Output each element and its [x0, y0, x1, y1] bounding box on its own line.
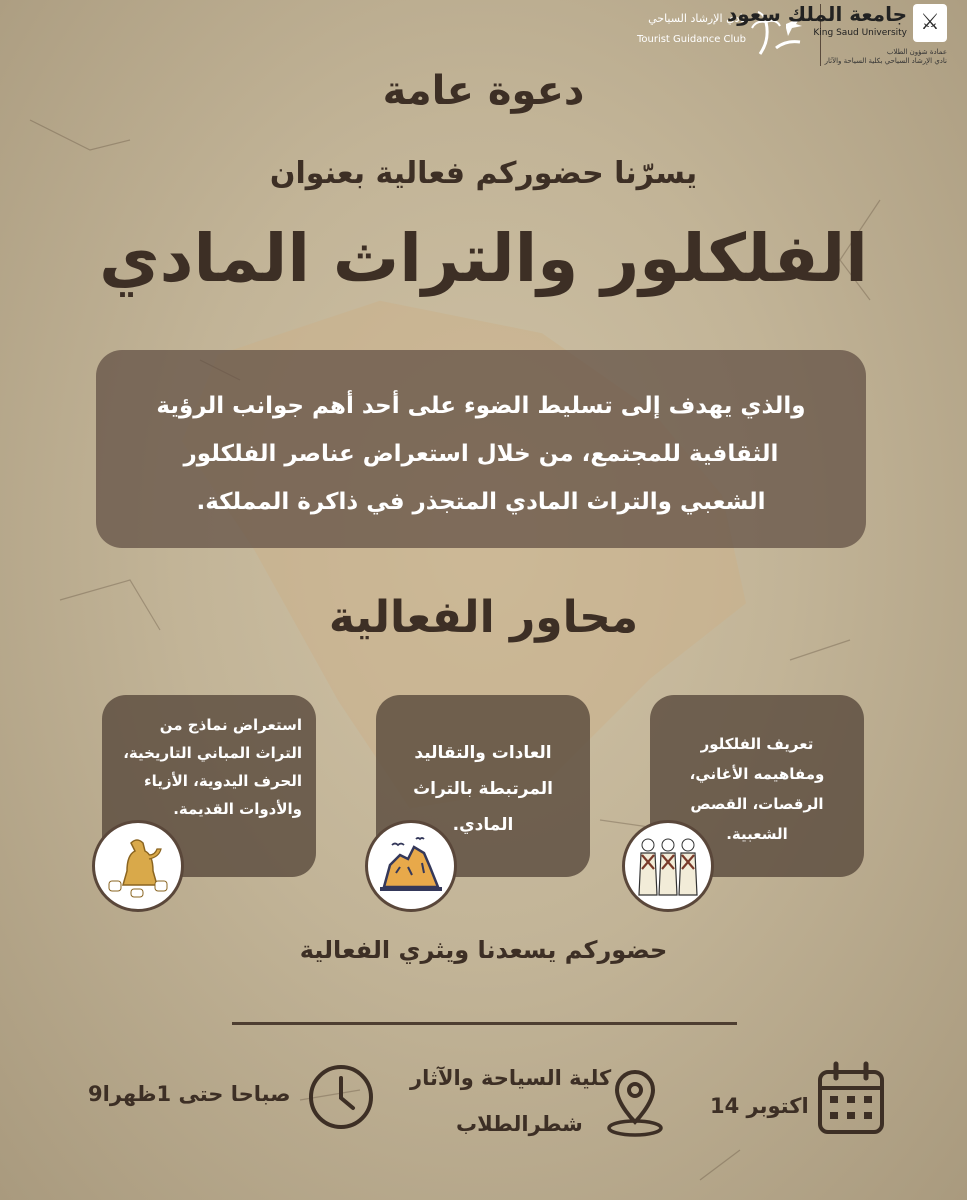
closing-text: حضوركم يسعدنا ويثري الفعالية — [299, 936, 668, 964]
heritage-rocks-icon — [365, 820, 457, 912]
ksu-logo — [727, 0, 947, 70]
axis-text: استعراض نماذج من التراث المباني التاريخية، الحرف اليدوية، الأزياء والأدوات القديمة. — [123, 716, 302, 818]
date-text: 14 اكتوبر — [710, 1094, 809, 1118]
location-line2: شطرالطلاب — [456, 1112, 583, 1136]
calendar-icon — [814, 1060, 888, 1138]
event-title: الفلكلور والتراث المادي — [99, 220, 868, 297]
divider-line — [232, 1022, 737, 1025]
axis-text: العادات والتقاليد المرتبطة بالتراث المادي. — [413, 743, 553, 835]
ksu-emblem-icon: ⚔ — [913, 4, 947, 42]
location-pin-icon — [604, 1066, 666, 1140]
folk-dancers-icon — [622, 820, 714, 912]
club-name-ar: نادي الإرشاد السياحي — [648, 12, 746, 25]
invitation-title: دعوة عامة — [382, 68, 585, 114]
time-text: 9صباحا حتى 1ظهرا — [88, 1082, 291, 1106]
deanship-text: عمادة شؤون الطلاب نادي الإرشاد السياحي بكلية السياحة والآثار — [824, 48, 947, 65]
intro-text: والذي يهدف إلى تسليط الضوء على أحد أهم جوانب الرؤية الثقافية للمجتمع، من خلال استعراض عناصر الفلكلور الشعبي والتراث المادي المتجذر في ذاكرة المملكة. — [156, 393, 806, 515]
invitation-subtitle: يسرّنا حضوركم فعالية بعنوان — [269, 156, 698, 191]
club-name-en: Tourist Guidance Club — [636, 34, 746, 45]
location-info — [410, 1060, 680, 1150]
dallah-coffee-icon — [92, 820, 184, 912]
date-info — [710, 1060, 890, 1150]
clock-icon — [306, 1062, 376, 1132]
time-info — [88, 1060, 368, 1150]
axes-heading: محاور الفعالية — [328, 592, 639, 643]
axis-text: تعريف الفلكلور ومفاهيمه الأغاني، الرقصات، القصص الشعبية. — [689, 735, 825, 843]
university-name-en: King Saud University — [813, 28, 907, 38]
university-name-ar: جامعة الملك سعود — [727, 2, 907, 26]
location-line1: كلية السياحة والآثار — [410, 1066, 612, 1090]
intro-box — [96, 350, 866, 548]
